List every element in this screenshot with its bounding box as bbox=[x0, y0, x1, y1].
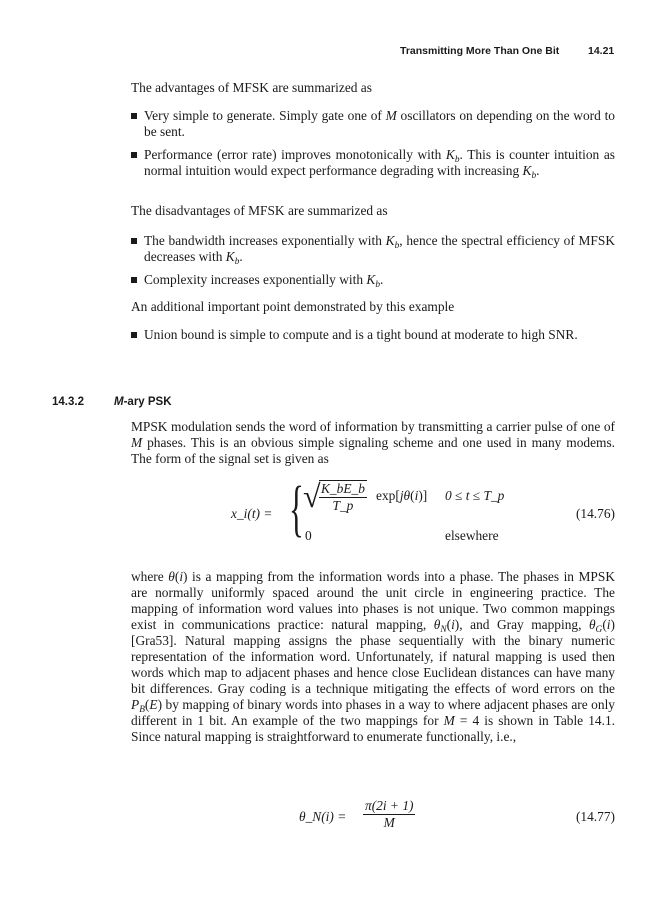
running-title: Transmitting More Than One Bit bbox=[400, 45, 560, 57]
advantage-item bbox=[131, 147, 615, 179]
eq2-lhs: θ_N(i) = bbox=[299, 809, 347, 824]
equation-14-76 bbox=[131, 475, 615, 553]
bullet-icon bbox=[131, 332, 137, 338]
advantage-item bbox=[131, 108, 615, 140]
disadvantage-item bbox=[131, 272, 615, 288]
bullet-icon bbox=[131, 277, 137, 283]
eq2-fraction bbox=[363, 798, 415, 831]
mpsk-intro-paragraph: MPSK modulation sends the word of information by transmitting a carrier pulse of one of M phases. This is an obvious simple signaling scheme and one used in many modems. The form of the signal set is given as bbox=[131, 419, 615, 466]
eq1-numerator: K_bE_b bbox=[321, 481, 365, 496]
disadvantages-intro: The disadvantages of MFSK are summarized as bbox=[131, 203, 388, 218]
eq1-lhs: x_i(t) = bbox=[231, 506, 273, 521]
brace-icon: { bbox=[289, 475, 304, 543]
page-number: 14.21 bbox=[588, 45, 615, 57]
equation-14-77 bbox=[131, 798, 615, 838]
eq1-case1-cond: 0 ≤ t ≤ T_p bbox=[445, 488, 505, 503]
disadvantage-text: Complexity increases exponentially with $K_b$. bbox=[144, 272, 384, 290]
advantage-text: Performance (error rate) improves monotonically with $K_b$. This is counter intuition as normal intuition would expect performance degrading with increasing $K_b$. bbox=[144, 147, 615, 181]
section-number: 14.3.2 bbox=[52, 396, 84, 408]
advantage-text: Very simple to generate. Simply gate one of M oscillators on depending on the word to be sent. bbox=[144, 108, 615, 139]
additional-item bbox=[131, 327, 615, 343]
eq1-denominator: T_p bbox=[332, 498, 354, 513]
additional-intro: An additional important point demonstrated by this example bbox=[131, 299, 455, 314]
additional-text: Union bound is simple to compute and is a tight bound at moderate to high SNR. bbox=[144, 327, 578, 342]
eq2-denominator: M bbox=[383, 815, 395, 830]
eq1-case1-expr: exp[jθ(i)] bbox=[376, 488, 428, 503]
bullet-icon bbox=[131, 152, 137, 158]
sqrt-icon: √ bbox=[303, 478, 321, 514]
equation-number: (14.77) bbox=[575, 809, 615, 824]
eq1-case2-expr: 0 bbox=[305, 528, 312, 543]
disadvantage-item bbox=[131, 233, 615, 265]
section-heading bbox=[52, 396, 172, 408]
disadvantage-text: The bandwidth increases exponentially with $K_b$, hence the spectral efficiency of MFSK decreases with $K_b$. bbox=[144, 233, 615, 267]
equation-number: (14.76) bbox=[575, 506, 615, 521]
bullet-icon bbox=[131, 238, 137, 244]
bullet-icon bbox=[131, 113, 137, 119]
section-title: -ary PSK bbox=[123, 396, 172, 408]
eq2-numerator: π(2i + 1) bbox=[365, 798, 414, 813]
section-title-prefix: M bbox=[114, 396, 124, 408]
eq1-case2-cond: elsewhere bbox=[445, 528, 499, 543]
mapping-paragraph: where θ(i) is a mapping from the information words into a phase. The phases in MPSK are normally uniformly spaced around the unit circle in engineering practice. The mapping of information word values into phases is not unique. Two common mappings exist in communications practice: natural mapping, $\theta_N(i)$, and Gray mapping, $\theta_G(i)$ [Gra53]. Natural mapping assigns the phase sequentially with the binary numeric representation of the information word. Unfortunately, if natural mapping is used then words which map to adjacent phases and hence close Euclidean distances can have many bit differences. Gray coding is a technique mitigating the effects of word errors on the $P_B(E)$ by mapping of binary words into phases in a way to where adjacent phases are only different in 1 bit. An example of the two mappings for M = 4 is shown in Table 14.1. Since natural mapping is straightforward to enumerate functionally, i.e., bbox=[131, 569, 616, 744]
advantages-intro: The advantages of MFSK are summarized as bbox=[131, 80, 372, 95]
eq1-fraction bbox=[319, 480, 367, 514]
